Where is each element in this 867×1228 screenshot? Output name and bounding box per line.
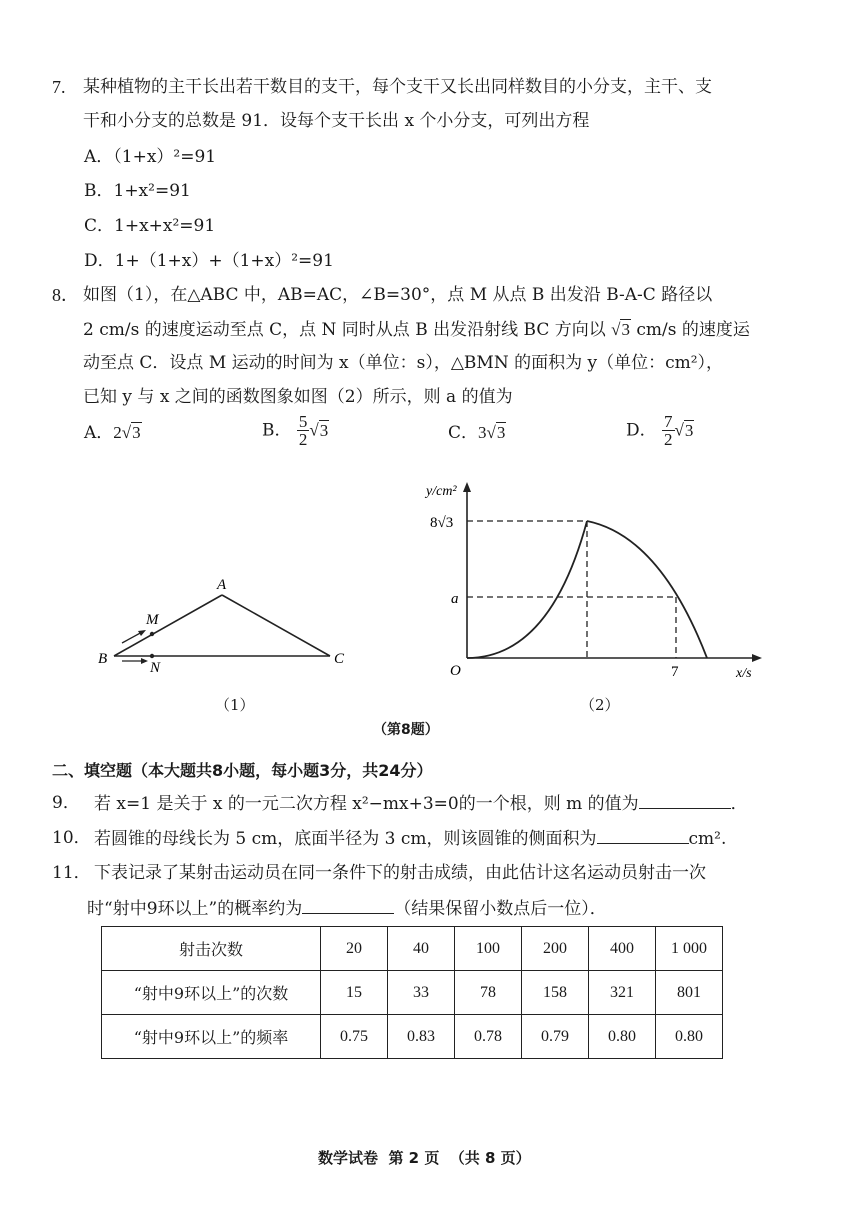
question-9-stem: 若 x=1 是关于 x 的一元二次方程 x²−mx+3=0的一个根，则 m 的值为 ． xyxy=(94,794,748,814)
row-header: 射击次数 xyxy=(102,927,321,971)
table-row xyxy=(102,1015,723,1059)
figure-2-caption: （2） xyxy=(580,696,620,714)
table-cell: 0.75 xyxy=(321,1015,388,1059)
sqrt3-symbol: √3 xyxy=(611,320,630,339)
label-n: N xyxy=(150,660,161,676)
y-axis-arrow-icon xyxy=(463,482,471,492)
a-label: a xyxy=(451,591,459,607)
question-11-number: 11． xyxy=(52,863,91,883)
row-header: “射中9环以上”的频率 xyxy=(102,1015,321,1059)
y-axis-label: y/cm² xyxy=(426,484,457,499)
arrow-n-head-icon xyxy=(141,658,148,664)
question-10-stem: 若圆锥的母线长为 5 cm，底面半径为 3 cm，则该圆锥的侧面积为 cm². xyxy=(94,829,727,849)
label-c: C xyxy=(334,651,345,667)
q8-option-a: A．2√3 xyxy=(84,423,141,443)
figure-2-graph xyxy=(410,476,770,696)
x-axis-label: x/s xyxy=(736,666,752,681)
table-cell: 33 xyxy=(388,971,455,1015)
label-a: A xyxy=(217,577,227,593)
table-cell: 0.79 xyxy=(522,1015,589,1059)
table-cell: 15 xyxy=(321,971,388,1015)
question-11-stem-line2: 时“射中9环以上”的概率约为 （结果保留小数点后一位）． xyxy=(87,899,607,919)
question-8-stem-line2: 2 cm/s 的速度运动至点 C，点 N 同时从点 B 出发沿射线 BC 方向以 √3 cm/s 的速度运 xyxy=(83,320,750,340)
figure-1-triangle xyxy=(90,570,360,710)
q8-option-b: B． $\frac{5}{2}$ √3 xyxy=(262,412,329,449)
table-cell: 1 000 xyxy=(656,927,723,971)
question-8-number: 8． xyxy=(52,285,79,305)
page-footer: 数学试卷 第 2 页 （共 8 页） xyxy=(318,1149,531,1167)
curve-falling xyxy=(587,521,707,658)
label-m: M xyxy=(146,612,159,628)
table-cell: 0.78 xyxy=(455,1015,522,1059)
section-2-heading: 二、填空题（本大题共8小题，每小题3分，共24分） xyxy=(52,761,433,780)
question-8-stem-line4: 已知 y 与 x 之间的函数图象如图（2）所示，则 a 的值为 xyxy=(83,387,513,407)
q8-option-d: D． $\frac{7}{2}$ √3 xyxy=(626,412,694,449)
table-cell: 40 xyxy=(388,927,455,971)
table-row xyxy=(102,971,723,1015)
y-max-label: 8√3 xyxy=(430,515,454,531)
question-8-stem-line3: 动至点 C．设点 M 运动的时间为 x（单位：s），△BMN 的面积为 y（单位：cm²）， xyxy=(83,353,724,373)
table-cell: 100 xyxy=(455,927,522,971)
table-cell: 0.83 xyxy=(388,1015,455,1059)
question-7-stem-line2: 干和小分支的总数是 91．设每个支干长出 x 个小分支，可列出方程 xyxy=(83,111,590,131)
point-n xyxy=(150,654,154,658)
q10-answer-blank[interactable] xyxy=(597,827,689,844)
table-cell: 78 xyxy=(455,971,522,1015)
question-11-stem-line1: 下表记录了某射击运动员在同一条件下的射击成绩，由此估计这名运动员射击一次 xyxy=(94,863,706,883)
table-cell: 321 xyxy=(589,971,656,1015)
figure-caption: （第8题） xyxy=(373,722,439,738)
q7-option-d: D．1+（1+x）+（1+x）²=91 xyxy=(84,251,334,271)
table-row xyxy=(102,927,723,971)
segment-ac xyxy=(222,595,330,656)
table-cell: 801 xyxy=(656,971,723,1015)
table-cell: 158 xyxy=(522,971,589,1015)
segment-ba xyxy=(114,595,222,656)
x-axis-arrow-icon xyxy=(752,654,762,662)
question-10-number: 10． xyxy=(52,828,91,848)
shooting-results-table xyxy=(101,926,723,1059)
question-7-stem-line1: 某种植物的主干长出若干数目的支干，每个支干又长出同样数目的小分支，主干、支 xyxy=(83,77,712,97)
q11-answer-blank[interactable] xyxy=(302,897,394,914)
row-header: “射中9环以上”的次数 xyxy=(102,971,321,1015)
figure-1-caption: （1） xyxy=(215,696,255,714)
q7-option-b: B．1+x²=91 xyxy=(84,181,191,201)
q7-option-c: C．1+x+x²=91 xyxy=(84,216,216,236)
q7-option-a: A．（1+x）²=91 xyxy=(84,147,217,167)
question-9-number: 9． xyxy=(52,793,80,813)
question-8-stem-line1: 如图（1），在△ABC 中，AB=AC，∠B=30°，点 M 从点 B 出发沿 B-A-C 路径以 xyxy=(83,285,713,305)
question-7-number: 7. xyxy=(52,77,66,97)
table-cell: 200 xyxy=(522,927,589,971)
q9-answer-blank[interactable] xyxy=(639,792,731,809)
origin-label: O xyxy=(450,663,461,679)
table-cell: 400 xyxy=(589,927,656,971)
q8-option-c: C．3√3 xyxy=(448,423,506,443)
x-seven-label: 7 xyxy=(671,664,679,680)
curve-rising xyxy=(467,521,587,658)
table-cell: 0.80 xyxy=(656,1015,723,1059)
point-m xyxy=(150,632,154,636)
table-cell: 0.80 xyxy=(589,1015,656,1059)
table-cell: 20 xyxy=(321,927,388,971)
label-b: B xyxy=(98,651,108,667)
